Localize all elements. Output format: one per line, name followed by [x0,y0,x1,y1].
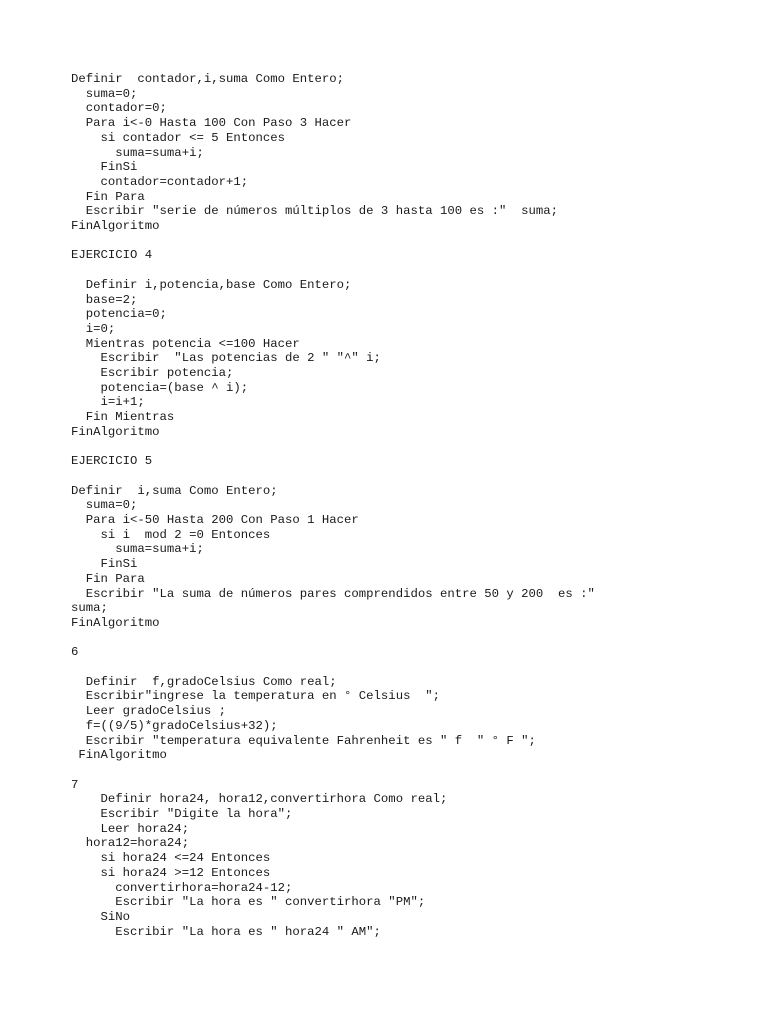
code-line: Definir f,gradoCelsius Como real; [71,674,337,689]
code-line: Escribir "serie de números múltiplos de 3 hasta 100 es :" suma; [71,204,559,219]
code-line: suma=suma+i; [71,542,204,557]
code-line: EJERCICIO 5 [71,454,153,469]
code-line: Escribir "Digite la hora"; [71,807,293,822]
code-line [71,263,751,278]
code-line: FinAlgoritmo [71,424,160,439]
code-line: Escribir"ingrese la temperatura en ° Celsius "; [71,689,440,704]
code-line: potencia=0; [71,307,167,322]
code-line: convertirhora=hora24-12; [71,880,293,895]
code-line: si hora24 <=24 Entonces [71,851,271,866]
code-line: EJERCICIO 4 [71,248,153,263]
code-line: Escribir "La hora es " hora24 " AM"; [71,924,381,939]
code-line: Escribir "La hora es " convertirhora "PM"; [71,895,426,910]
code-line: si hora24 >=12 Entonces [71,865,271,880]
code-line: 7 [71,777,79,792]
code-line: Fin Mientras [71,410,175,425]
code-line: Escribir "Las potencias de 2 " "^" i; [71,351,381,366]
code-line: Para i<-0 Hasta 100 Con Paso 3 Hacer [71,116,352,131]
code-line [71,234,751,249]
code-line: suma; [71,601,108,616]
code-line: si i mod 2 =0 Entonces [71,527,271,542]
code-line: base=2; [71,292,138,307]
code-line: Definir contador,i,suma Como Entero; [71,72,345,86]
code-line: Leer hora24; [71,821,190,836]
code-line [71,763,751,778]
code-line: i=i+1; [71,395,145,410]
code-line: suma=0; [71,86,138,101]
code-line: Para i<-50 Hasta 200 Con Paso 1 Hacer [71,513,359,528]
code-line [71,469,751,484]
code-line: FinAlgoritmo [71,219,160,234]
code-line: 6 [71,645,79,660]
code-line: Definir hora24, hora12,convertirhora Como real; [71,792,448,807]
code-line: Leer gradoCelsius ; [71,704,226,719]
code-line: FinAlgoritmo [71,748,167,763]
code-line: Definir i,suma Como Entero; [71,483,278,498]
code-line: FinSi [71,557,138,572]
code-line: potencia=(base ^ i); [71,380,249,395]
code-line: Escribir "La suma de números pares comprendidos entre 50 y 200 es :" [71,586,595,601]
code-line [71,631,751,646]
code-line: Escribir "temperatura equivalente Fahrenheit es " f " ° F "; [71,733,536,748]
code-line: i=0; [71,321,116,336]
code-line [71,440,751,455]
code-line: Fin Para [71,189,145,204]
code-line: f=((9/5)*gradoCelsius+32); [71,718,278,733]
code-line: Escribir potencia; [71,366,234,381]
code-line: contador=contador+1; [71,174,249,189]
code-line: contador=0; [71,101,167,116]
code-listing [71,72,751,939]
code-line: si contador <= 5 Entonces [71,130,286,145]
code-line: suma=suma+i; [71,145,204,160]
code-line: hora12=hora24; [71,836,190,851]
code-line: Definir i,potencia,base Como Entero; [71,277,352,292]
code-line: FinSi [71,160,138,175]
code-line: Mientras potencia <=100 Hacer [71,336,300,351]
code-line [71,660,751,675]
code-line: Fin Para [71,571,145,586]
code-line: FinAlgoritmo [71,615,160,630]
code-line: suma=0; [71,498,138,513]
code-line: SiNo [71,909,131,924]
